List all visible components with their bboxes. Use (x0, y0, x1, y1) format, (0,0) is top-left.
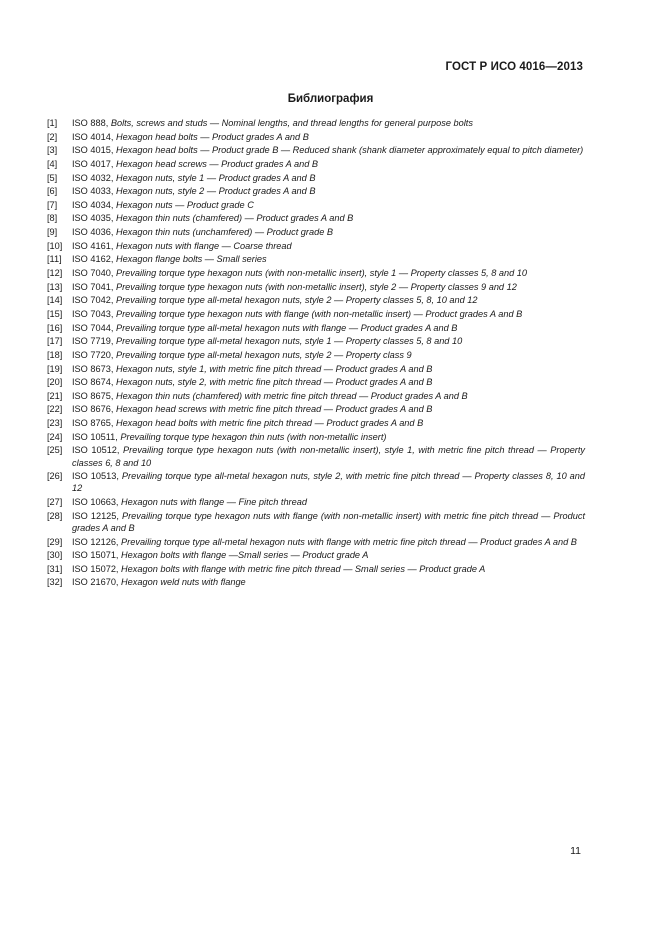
standard-code: ISO 4036, (72, 227, 114, 238)
standard-code: ISO 4014, (72, 131, 114, 142)
entry-number: [28] (47, 510, 63, 521)
entry-number: [32] (47, 577, 63, 588)
entry-number: [19] (47, 363, 63, 374)
bibliography-entry (47, 549, 585, 561)
entry-text (72, 510, 585, 534)
standard-code: ISO 8765, (72, 418, 114, 429)
entry-text (72, 403, 585, 415)
standard-code: ISO 15072, (72, 563, 119, 574)
entry-number: [22] (47, 404, 63, 415)
standard-code: ISO 888, (72, 118, 109, 128)
standard-title: Bolts, screws and studs — Nominal lengths, and thread lengths for general purpose bolts (110, 118, 473, 128)
entry-number: [23] (47, 418, 63, 429)
entry-number: [4] (47, 158, 58, 169)
page-number: 11 (570, 845, 581, 857)
entry-number: [16] (47, 322, 63, 333)
standard-title: Prevailing torque type all-metal hexagon nuts, style 2 — Property class 9 (115, 349, 412, 360)
standard-code: ISO 10511, (72, 431, 118, 442)
standard-title: Hexagon nuts, style 2 — Product grades A and B (115, 186, 316, 197)
standard-title: Hexagon head bolts — Product grade B — Reduced shank (shank diameter approximately equal to pitch diameter) (115, 145, 584, 156)
standard-code: ISO 4017, (72, 158, 114, 169)
standard-code: ISO 8675, (72, 390, 114, 401)
standard-title: Hexagon thin nuts (chamfered) with metric fine pitch thread — Product grades A and B (115, 390, 468, 401)
entry-text (72, 470, 585, 494)
standard-title: Hexagon head bolts with metric fine pitch thread — Product grades A and B (115, 418, 424, 429)
standard-code: ISO 4161, (72, 240, 114, 251)
bibliography-entry (47, 131, 585, 143)
entry-text (72, 536, 585, 548)
entry-number: [10] (47, 240, 63, 251)
entry-text (72, 131, 585, 143)
standard-code: ISO 7044, (72, 322, 114, 333)
entry-number: [15] (47, 308, 63, 319)
standard-title: Hexagon flange bolts — Small series (115, 254, 267, 265)
bibliography-entry (47, 185, 585, 197)
standard-code: ISO 4015, (72, 145, 114, 156)
document-code: ГОСТ Р ИСО 4016—2013 (445, 61, 583, 73)
bibliography-entry (47, 470, 585, 494)
standard-title: Prevailing torque type hexagon nuts with flange (with non-metallic insert) — Product grades A and B (115, 308, 523, 319)
entry-number: [25] (47, 445, 63, 456)
standard-title: Hexagon nuts with flange — Coarse thread (115, 240, 292, 251)
bibliography-entry (47, 322, 585, 334)
bibliography-entry (47, 172, 585, 184)
standard-code: ISO 7043, (72, 308, 114, 319)
standard-title: Hexagon head bolts — Product grades A and B (115, 131, 309, 142)
bibliography-entry (47, 349, 585, 361)
entry-number: [3] (47, 145, 58, 156)
bibliography-entry (47, 294, 585, 306)
standard-code: ISO 10512, (72, 445, 120, 456)
entry-text (72, 349, 585, 361)
bibliography-title: Библиография (287, 93, 374, 105)
entry-text (72, 267, 585, 279)
standard-code: ISO 4162, (72, 254, 114, 265)
bibliography-entry (47, 253, 585, 265)
bibliography-entry (47, 308, 585, 320)
entry-number: [29] (47, 536, 63, 547)
entry-text (72, 185, 585, 197)
standard-title: Hexagon nuts with flange — Fine pitch thread (121, 497, 307, 508)
standard-code: ISO 4035, (72, 213, 114, 224)
entry-number: [24] (47, 431, 63, 442)
standard-title: Prevailing torque type all-metal hexagon nuts, style 2 — Property classes 5, 8, 10 and 12 (115, 295, 478, 306)
bibliography-entry (47, 390, 585, 402)
standard-title: Prevailing torque type hexagon nuts (with non-metallic insert), style 1, with metric fine pitch thread — Property classes 6, 8 and 10 (72, 445, 586, 468)
entry-text (72, 212, 585, 224)
entry-number: [1] (47, 118, 58, 128)
entry-number: [18] (47, 349, 63, 360)
entry-text (72, 199, 585, 211)
standard-code: ISO 12126, (72, 536, 119, 547)
entry-text (72, 496, 585, 508)
standard-code: ISO 7041, (72, 281, 114, 292)
entry-text (72, 549, 585, 561)
bibliography-entry (47, 144, 585, 156)
bibliography-entry (47, 376, 585, 388)
entry-number: [21] (47, 390, 63, 401)
entry-number: [6] (47, 186, 58, 197)
entry-number: [11] (47, 254, 62, 265)
standard-code: ISO 21670, (72, 577, 119, 588)
entry-text (72, 444, 585, 468)
entry-text (72, 322, 585, 334)
entry-number: [30] (47, 550, 63, 561)
entry-text (72, 308, 585, 320)
entry-text (72, 335, 585, 347)
standard-code: ISO 8674, (72, 377, 114, 388)
entry-text (72, 226, 585, 238)
entry-number: [9] (47, 227, 58, 238)
standard-title: Prevailing torque type all-metal hexagon nuts, style 1 — Property classes 5, 8 and 10 (115, 336, 463, 347)
entry-text (72, 376, 585, 388)
standard-title: Prevailing torque type hexagon thin nuts (with non-metallic insert) (120, 431, 387, 442)
entry-text (72, 281, 585, 293)
standard-title: Hexagon bolts with flange —Small series — Product grade A (121, 550, 369, 561)
standard-title: Prevailing torque type all-metal hexagon nuts with flange — Product grades A and B (115, 322, 458, 333)
entry-text (72, 417, 585, 429)
standard-title: Prevailing torque type hexagon nuts (with non-metallic insert), style 1 — Property classes 5, 8 and 10 (115, 268, 528, 279)
entry-text (72, 253, 585, 265)
bibliography-entry (47, 117, 585, 129)
entry-number: [8] (47, 213, 58, 224)
standard-title: Hexagon head screws with metric fine pitch thread — Product grades A and B (115, 404, 433, 415)
standard-code: ISO 8676, (72, 404, 114, 415)
entry-text (72, 576, 585, 588)
standard-code: ISO 10513, (72, 471, 119, 482)
standard-code: ISO 10663, (72, 497, 119, 508)
bibliography-entry (47, 240, 585, 252)
bibliography-entry (47, 226, 585, 238)
bibliography-entry (47, 363, 585, 375)
standard-title: Prevailing torque type all-metal hexagon nuts with flange with metric fine pitch thread — Product grades A and B (121, 536, 577, 547)
bibliography-entry (47, 281, 585, 293)
standard-title: Hexagon bolts with flange with metric fine pitch thread — Small series — Product grade A (121, 563, 486, 574)
standard-title: Hexagon weld nuts with flange (121, 577, 246, 588)
standard-title: Hexagon nuts, style 1 — Product grades A and B (115, 172, 316, 183)
bibliography-entry (47, 212, 585, 224)
bibliography-entry (47, 444, 585, 468)
entry-number: [5] (47, 172, 58, 183)
bibliography-entry (47, 576, 585, 588)
entry-text (72, 144, 585, 156)
standard-title: Hexagon nuts, style 2, with metric fine pitch thread — Product grades A and B (115, 377, 433, 388)
standard-code: ISO 15071, (72, 550, 119, 561)
entry-number: [26] (47, 471, 63, 482)
standard-code: ISO 8673, (72, 363, 114, 374)
bibliography-entry (47, 431, 585, 443)
standard-code: ISO 4034, (72, 199, 114, 210)
entry-number: [17] (47, 336, 63, 347)
standard-title: Hexagon thin nuts (unchamfered) — Product grade B (115, 227, 333, 238)
entry-number: [7] (47, 199, 58, 210)
entry-number: [2] (47, 131, 58, 142)
entry-text (72, 172, 585, 184)
bibliography-entry (47, 496, 585, 508)
entry-text (72, 363, 585, 375)
entry-number: [14] (47, 295, 63, 306)
entry-number: [13] (47, 281, 63, 292)
bibliography-entry (47, 199, 585, 211)
standard-code: ISO 7720, (72, 349, 114, 360)
entry-text (72, 431, 585, 443)
bibliography-entry (47, 403, 585, 415)
standard-title: Hexagon head screws — Product grades A and B (115, 158, 319, 169)
standard-title: Prevailing torque type all-metal hexagon nuts, style 2, with metric fine pitch thread — Property classes 8, 10 and 12 (72, 471, 585, 494)
entry-text (72, 117, 585, 129)
entry-text (72, 240, 585, 252)
standard-code: ISO 7042, (72, 295, 114, 306)
standard-code: ISO 4032, (72, 172, 114, 183)
standard-code: ISO 12125, (72, 510, 119, 521)
entry-number: [20] (47, 377, 63, 388)
entry-text (72, 158, 585, 170)
standard-code: ISO 7719, (72, 336, 114, 347)
entry-text (72, 563, 585, 575)
bibliography-entry (47, 158, 585, 170)
standard-title: Prevailing torque type hexagon nuts with flange (with non-metallic insert) with metric fine pitch thread — Product grades A and B (72, 510, 585, 533)
standard-code: ISO 7040, (72, 268, 114, 279)
entry-text (72, 294, 585, 306)
standard-title: Hexagon nuts, style 1, with metric fine pitch thread — Product grades A and B (115, 363, 433, 374)
bibliography-entry (47, 510, 585, 534)
entry-number: [12] (47, 268, 63, 279)
standard-title: Hexagon nuts — Product grade C (115, 199, 254, 210)
entry-text (72, 390, 585, 402)
entry-number: [27] (47, 497, 63, 508)
bibliography-entry (47, 536, 585, 548)
bibliography-list (47, 117, 585, 590)
bibliography-entry (47, 267, 585, 279)
standard-code: ISO 4033, (72, 186, 114, 197)
standard-title: Hexagon thin nuts (chamfered) — Product grades A and B (115, 213, 354, 224)
bibliography-entry (47, 335, 585, 347)
bibliography-entry (47, 417, 585, 429)
bibliography-entry (47, 563, 585, 575)
entry-number: [31] (47, 563, 63, 574)
standard-title: Prevailing torque type hexagon nuts (with non-metallic insert), style 2 — Property classes 9 and 12 (115, 281, 517, 292)
